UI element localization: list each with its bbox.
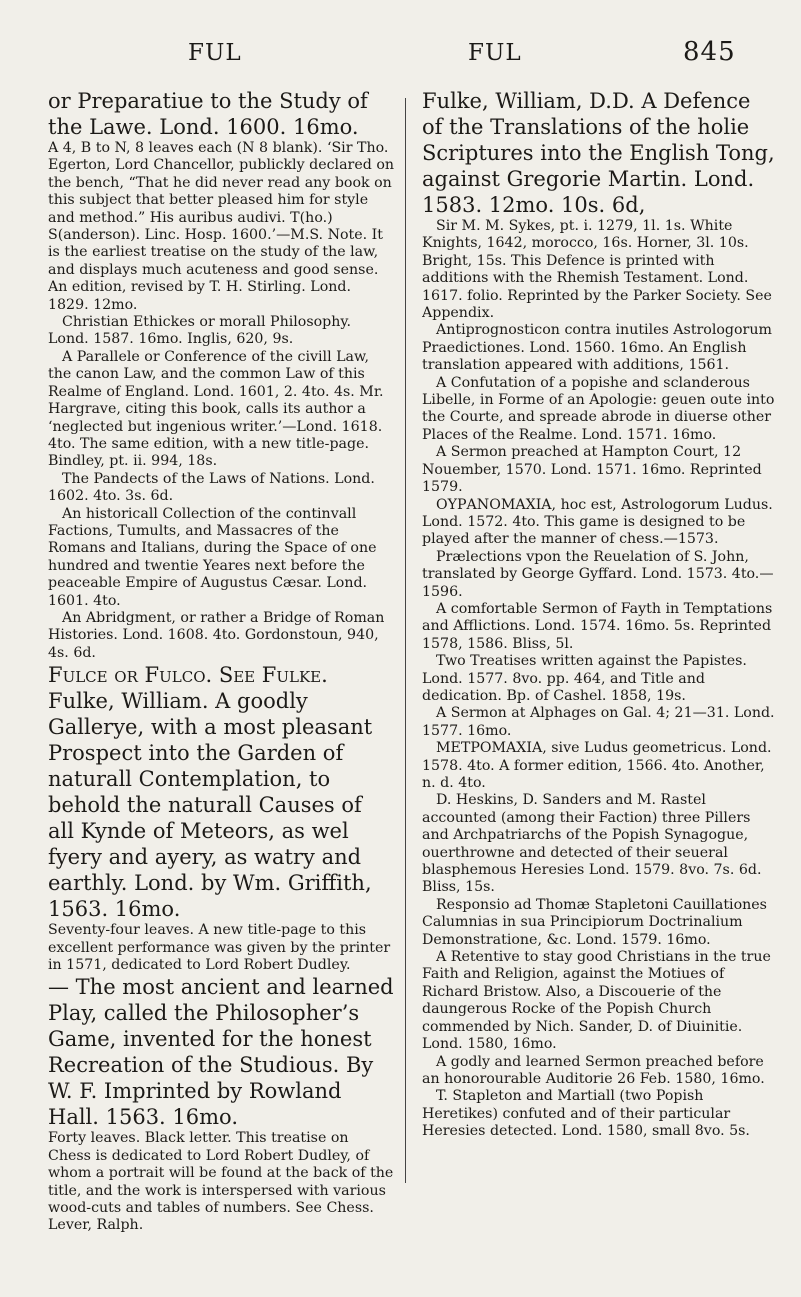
entry-note: Forty leaves. Black letter. This treatise on Chess is dedicated to Lord Robert Dudley, of whom a portrait will be found at the back of the title, and the work is interspersed with various wood-cuts and tables of numbers. See Chess. Lever, Ralph. <box>48 1130 394 1234</box>
column-divider <box>405 98 406 1183</box>
entry-title: — The most ancient and learned Play, called the Philosopher’s Game, invented for the honest Recreation of the Studious. By W. F. Imprinted by Rowland Hall. 1563. 16mo. <box>48 975 394 1130</box>
entry-christian-ethickes: Christian Ethickes or morall Philosophy. Lond. 1587. 16mo. Inglis, 620, 9s. <box>48 314 352 348</box>
entry-note: A 4, B to N, 8 leaves each (N 8 blank). ‘Sir Tho. Egerton, Lord Chancellor, publickly declared on the bench, “That he did never read any book on this subject that better pleased him for style and method.” His auribus audivi. T(ho.) S(anderson). Linc. Hosp. 1600.’—M.S. Note. It is the earliest treatise on the study of the law, and displays much acuteness and good sense. An edition, revised by T. H. Stirling. Lond. 1829. 12mo. <box>48 140 394 313</box>
entry-two-treatises: Two Treatises written against the Papistes. Lond. 1577. 8vo. pp. 464, and Title and dedication. Bp. of Cashel. 1858, 19s. <box>422 653 747 704</box>
entry-heading: Fulce or Fulco. See Fulke. <box>48 663 328 688</box>
entry-note: Seventy-four leaves. A new title-page to this excellent performance was given by the printer in 1571, dedicated to Lord Robert Dudley. <box>48 922 391 973</box>
entry-sermon-hampton-court: A Sermon preached at Hampton Court, 12 Nouember, 1570. Lond. 1571. 16mo. Reprinted 1579. <box>422 444 762 496</box>
entry-preparatiue <box>48 88 394 314</box>
entry-metromachia: ΜΕΤΡΟΜΑΧΙΑ, sive Ludus geometricus. Lond. 1578. 4to. A former edition, 1566. 4to. Another, n. d. 4to. <box>422 740 772 791</box>
entry-responsio: Responsio ad Thomæ Stapletoni Cauillationes Calumnias in sua Principiorum Doctrinalium Demonstratione, &c. Lond. 1579. 16mo. <box>422 896 767 948</box>
entry-ouranomachia: ΟΥΡΑΝΟΜΑΧΙΑ, hoc est, Astrologorum Ludus. Lond. 1572. 4to. This game is designed to be played after the manner of chess.—1573. <box>422 496 773 548</box>
entry-antiprognosticon: Antiprognosticon contra inutiles Astrologorum Praedictiones. Lond. 1560. 16mo. An English translation appeared with additions, 1561. <box>422 322 772 374</box>
entry-sermon-alphages: A Sermon at Alphages on Gal. 4; 21—31. Lond. 1577. 16mo. <box>422 705 775 739</box>
entry-parallele: A Parallele or Conference of the civill Law, the canon Law, and the common Law of this Realme of England. Lond. 1601, 2. 4to. 4s. Mr. Hargrave, citing this book, calls its author a ‘neglected but ingenious writer.’—Lond. 1618. 4to. The same edition, with a new title-page. Bindley, pt. ii. 994, 18s. <box>48 348 384 470</box>
entry-heskins-sanders: D. Heskins, D. Sanders and M. Rastel accounted (among their Faction) three Pillers and Archpatriarchs of the Popish Synagogue, ouerthrowne and detected of their seueral blasphemous Heresies Lond. 1579. 8vo. 7s. 6d. Bliss, 15s. <box>422 792 762 896</box>
entry-title: or Preparatiue to the Study of the Lawe. Lond. 1600. 16mo. <box>48 89 368 139</box>
entry-stapleton-martiall: T. Stapleton and Martiall (two Popish Heretikes) confuted and of their particular Heresies detected. Lond. 1580, small 8vo. 5s. <box>422 1088 750 1140</box>
entry-defence-translations <box>422 88 777 218</box>
entry-pandects: The Pandects of the Laws of Nations. Lond. 1602. 4to. 3s. 6d. <box>48 470 375 505</box>
left-running-title: FUL <box>188 40 242 66</box>
entry-fulce-crossref <box>48 662 394 688</box>
running-header <box>0 37 801 70</box>
entry-godly-sermon: A godly and learned Sermon preached before an honorourable Auditorie 26 Feb. 1580, 16mo. <box>422 1053 765 1087</box>
entry-title: Fulke, William, D.D. A Defence of the Translations of the holie Scriptures into the English Tong, against Gregorie Martin. Lond. 1583. 12mo. 10s. 6d, <box>422 89 775 217</box>
entry-goodly-gallerye <box>48 688 394 974</box>
entry-sykes-note: Sir M. M. Sykes, pt. i. 1279, 1l. 1s. White Knights, 1642, morocco, 16s. Horner, 3l. 10s. Bright, 15s. This Defence is printed with additions with the Rhemish Testament. Lond. 1617. folio. Reprinted by the Parker Society. See Appendix. <box>422 218 772 322</box>
right-column <box>422 88 777 1297</box>
entry-historicall-collection: An historicall Collection of the continvall Factions, Tumults, and Massacres of the Romans and Italians, during the Space of one hundred and twentie Yeares next before the peaceable Empire of Augustus Cæsar. Lond. 1601. 4to. <box>48 505 377 609</box>
entry-retentive: A Retentive to stay good Christians in the true Faith and Religion, against the Motiues of Richard Bristow. Also, a Discouerie of the daungerous Rocke of the Popish Church commended by Nich. Sander, D. of Diuinitie. Lond. 1580, 16mo. <box>422 949 771 1053</box>
entry-confutation: A Confutation of a popishe and sclanderous Libelle, in Forme of an Apologie: geuen oute into the Courte, and spreade abrode in diuerse other Places of the Realme. Lond. 1571. 16mo. <box>422 374 775 443</box>
entry-comfortable-sermon: A comfortable Sermon of Fayth in Temptations and Afflictions. Lond. 1574. 16mo. 5s. Reprinted 1578, 1586. Bliss, 5l. <box>422 600 773 652</box>
entry-philosophers-game <box>48 974 394 1234</box>
left-column <box>48 88 394 1297</box>
entry-abridgment: An Abridgment, or rather a Bridge of Roman Histories. Lond. 1608. 4to. Gordonstoun, 940, 4s. 6d. <box>48 609 385 661</box>
entry-title: Fulke, William. A goodly Gallerye, with a most pleasant Prospect into the Garden of naturall Contemplation, to behold the naturall Causes of all Kynde of Meteors, as wel fyery and ayery, as watry and earthly. Lond. by Wm. Griffith, 1563. 16mo. <box>48 689 373 922</box>
right-running-title: FUL <box>468 40 522 66</box>
page-number: 845 <box>683 37 736 67</box>
entry-praelections: Prælections vpon the Reuelation of S. John, translated by George Gyffard. Lond. 1573. 4to.—1596. <box>422 548 774 600</box>
